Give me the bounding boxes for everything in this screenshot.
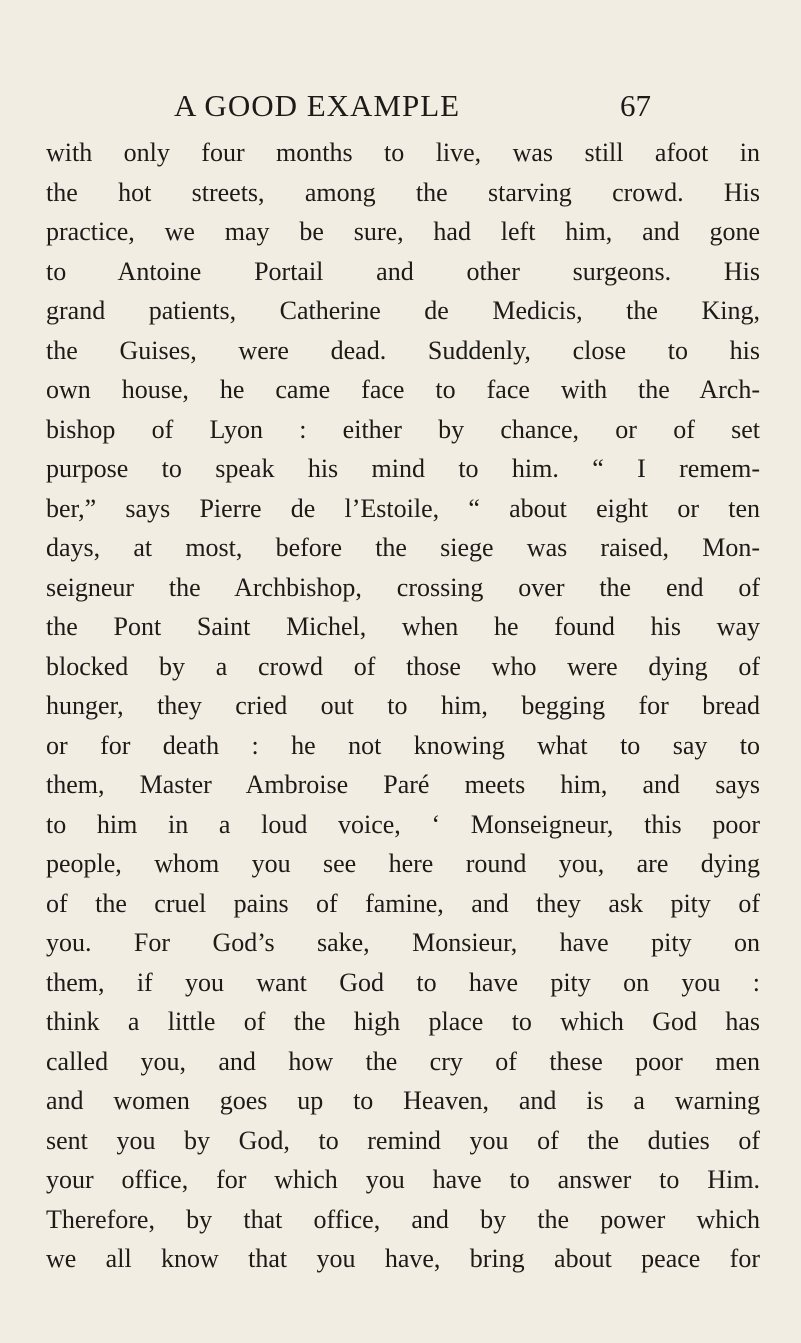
text-line: purpose to speak his mind to him. “ I remem- [46, 454, 760, 483]
text-line: Therefore, by that office, and by the power which [46, 1204, 760, 1234]
text-line: we all know that you have, bring about peace for [46, 1244, 760, 1273]
text-line: the hot streets, among the starving crowd. His [46, 177, 760, 207]
page-number: 67 [620, 88, 651, 123]
text-line: blocked by a crowd of those who were dying of [46, 651, 760, 681]
text-line: hunger, they cried out to him, begging for bread [46, 691, 760, 720]
text-line: and women goes up to Heaven, and is a warning [46, 1086, 760, 1115]
text-line: or for death : he not knowing what to say to [46, 730, 760, 760]
text-line: days, at most, before the siege was raised, Mon- [46, 533, 760, 562]
text-line: bishop of Lyon : either by chance, or of set [46, 414, 760, 444]
text-line: them, if you want God to have pity on you : [46, 967, 760, 997]
text-line: your office, for which you have to answer to Him. [46, 1165, 760, 1194]
text-line: to Antoine Portail and other surgeons. His [46, 256, 760, 286]
text-line: people, whom you see here round you, are dying [46, 849, 760, 878]
text-line: them, Master Ambroise Paré meets him, and says [46, 770, 760, 799]
text-line: you. For God’s sake, Monsieur, have pity on [46, 928, 760, 957]
text-line: with only four months to live, was still afoot in [46, 138, 760, 167]
text-line: sent you by God, to remind you of the duties of [46, 1125, 760, 1155]
running-head [0, 86, 801, 126]
text-line: of the cruel pains of famine, and they ask pity of [46, 888, 760, 918]
text-line: the Pont Saint Michel, when he found his way [46, 612, 760, 641]
text-line: grand patients, Catherine de Medicis, the King, [46, 296, 760, 325]
text-line: the Guises, were dead. Suddenly, close to his [46, 335, 760, 365]
text-line: think a little of the high place to which God has [46, 1007, 760, 1036]
text-line: ber,” says Pierre de l’Estoile, “ about eight or ten [46, 493, 760, 523]
text-line: called you, and how the cry of these poor men [46, 1046, 760, 1076]
text-line: own house, he came face to face with the Arch- [46, 375, 760, 404]
running-title: A GOOD EXAMPLE [174, 88, 461, 123]
text-line: to him in a loud voice, ‘ Monseigneur, this poor [46, 809, 760, 839]
text-line: practice, we may be sure, had left him, and gone [46, 217, 760, 246]
text-line: seigneur the Archbishop, crossing over the end of [46, 572, 760, 602]
body-text [46, 133, 760, 1279]
